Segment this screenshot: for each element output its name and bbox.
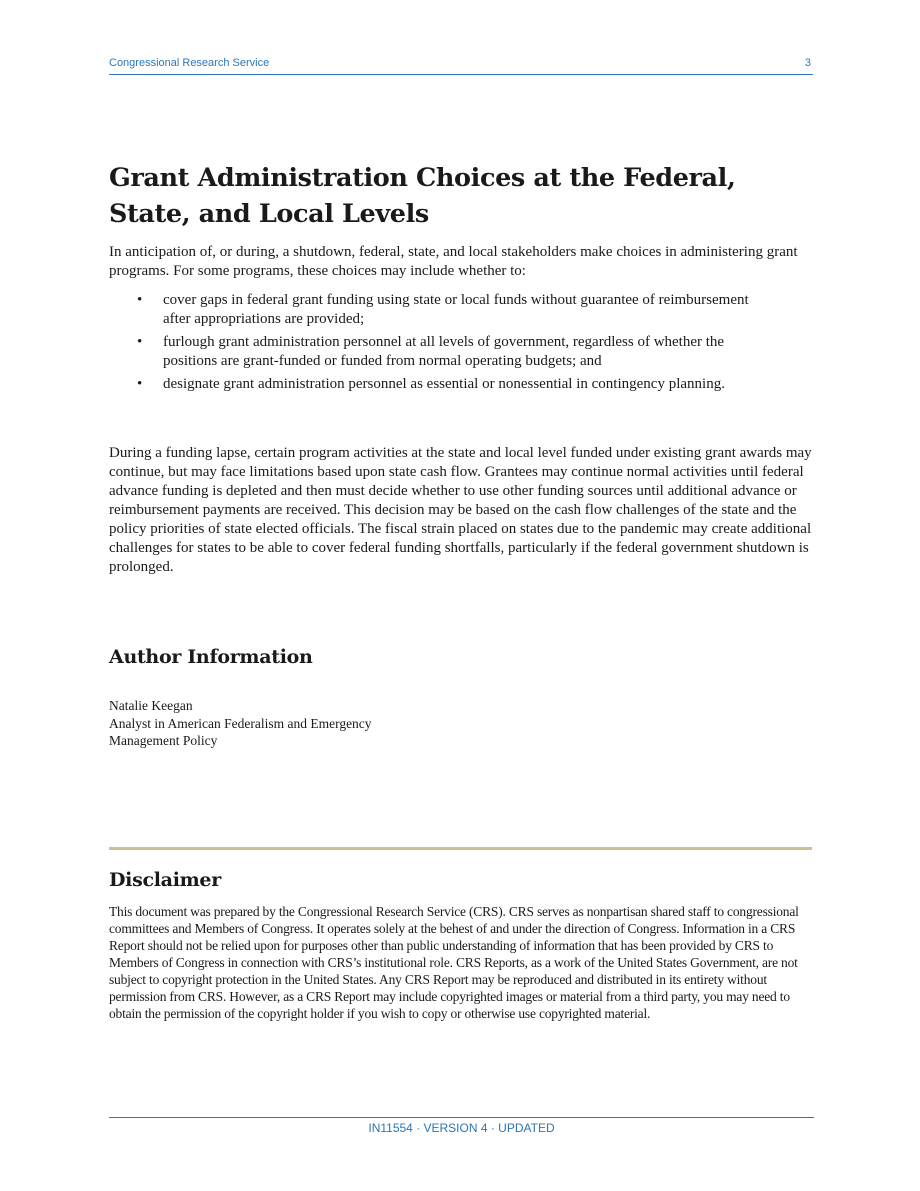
intro-paragraph: In anticipation of, or during, a shutdown, federal, state, and local stakeholders make choices in administering grant programs. For some programs, these choices may include whether to: bbox=[109, 244, 798, 279]
list-item-text: designate grant administration personnel as essential or nonessential in contingency planning. bbox=[163, 376, 725, 392]
list-item bbox=[109, 333, 763, 371]
page-number: 3 bbox=[804, 57, 811, 69]
header-org-name: Congressional Research Service bbox=[109, 57, 270, 69]
choices-list bbox=[109, 291, 814, 398]
author-block bbox=[109, 697, 509, 750]
footer-report-id: IN11554 · VERSION 4 · UPDATED bbox=[368, 1121, 555, 1135]
funding-lapse-paragraph: During a funding lapse, certain program activities at the state and local level funded under existing grant awards may continue, but may face limitations based upon state cash flow. Grantees may continue normal activities until federal advance funding is depleted and then must decide whether to use other funding sources until additional advance or reimbursement payments are received. This decision may be based on the cash flow challenges of the state and the policy priorities of state elected officials. The fiscal strain placed on states due to the pandemic may create additional challenges for states to be able to cover federal funding shortfalls, particularly if the federal government shutdown is prolonged. bbox=[109, 445, 812, 575]
author-title-line-1: Analyst in American Federalism and Emergency bbox=[109, 715, 372, 731]
running-header bbox=[109, 57, 813, 75]
author-name: Natalie Keegan bbox=[109, 698, 193, 713]
list-item-text: furlough grant administration personnel at all levels of government, regardless of whether the positions are grant-funded or funded from normal operating budgets; and bbox=[163, 334, 725, 369]
list-item bbox=[109, 375, 763, 394]
author-heading: Author Information bbox=[109, 646, 313, 668]
disclaimer-heading: Disclaimer bbox=[109, 869, 221, 891]
disclaimer-divider bbox=[109, 847, 812, 850]
bullet-glyph: • bbox=[137, 292, 143, 308]
author-title-line-2: Management Policy bbox=[109, 733, 218, 748]
section-title: Grant Administration Choices at the Federal, State, and Local Levels bbox=[109, 163, 736, 229]
footer-divider bbox=[109, 1117, 814, 1118]
bullet-glyph: • bbox=[137, 376, 143, 392]
disclaimer-text: This document was prepared by the Congressional Research Service (CRS). CRS serves as nonpartisan shared staff to congressional committees and Members of Congress. It operates solely at the behest of and under the direction of Congress. Information in a CRS Report should not be relied upon for purposes other than public understanding of information that has been provided by CRS to Members of Congress in connection with CRS’s institutional role. CRS Reports, as a work of the United States Government, are not subject to copyright protection in the United States. Any CRS Report may be reproduced and distributed in its entirety without permission from CRS. However, as a CRS Report may include copyrighted images or material from a third party, you may need to obtain the permission of the copyright holder if you wish to copy or otherwise use copyrighted material. bbox=[109, 904, 799, 1021]
list-item-text: cover gaps in federal grant funding using state or local funds without guarantee of reimbursement after appropriations are provided; bbox=[163, 292, 749, 327]
bullet-glyph: • bbox=[137, 334, 143, 350]
list-item bbox=[109, 291, 763, 329]
